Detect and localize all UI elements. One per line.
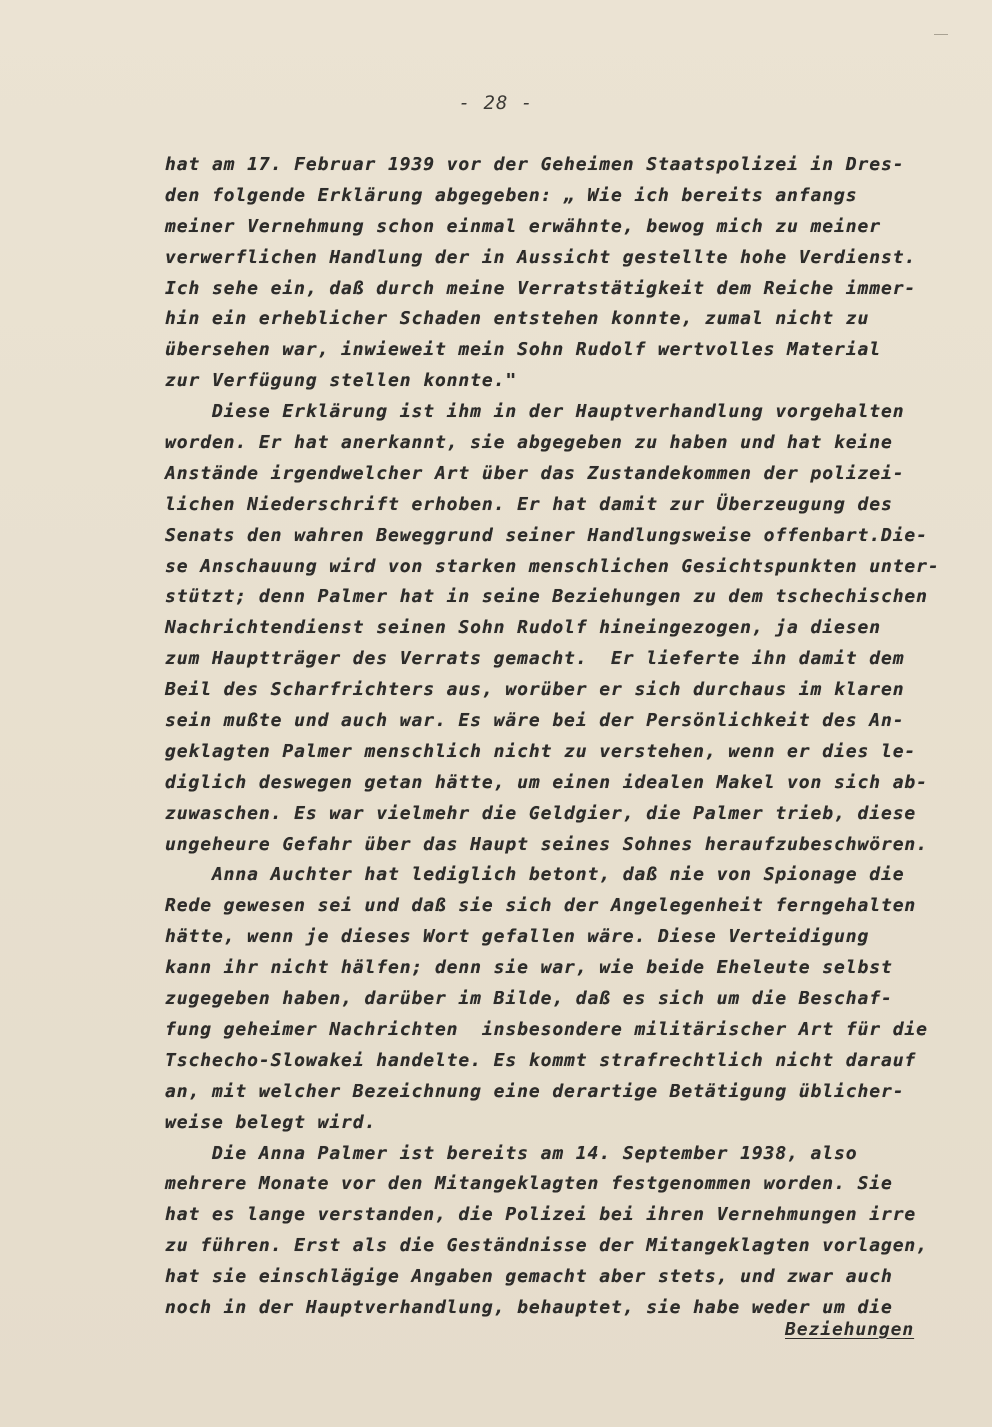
text-line: se Anschauung wird von starken menschlichen Gesichtspunkten unter- (165, 555, 940, 577)
text-line: Anstände irgendwelcher Art über das Zustandekommen der polizei- (165, 462, 905, 484)
text-line: Senats den wahren Beweggrund seiner Handlungsweise offenbart.Die- (165, 524, 928, 546)
text-line: Beil des Scharfrichters aus, worüber er sich durchaus im klaren (165, 679, 905, 701)
text-line: hat es lange verstanden, die Polizei bei ihren Vernehmungen irre (165, 1204, 917, 1226)
text-line: verwerflichen Handlung der in Aussicht gestellte hohe Verdienst. (165, 246, 917, 268)
corner-mark (934, 34, 948, 35)
text-line: kann ihr nicht hälfen; denn sie war, wie beide Eheleute selbst (165, 957, 893, 979)
text-line: hat am 17. Februar 1939 vor der Geheimen Staatspolizei in Dres- (165, 154, 905, 175)
text-line: übersehen war, inwieweit mein Sohn Rudolf wertvolles Material (165, 339, 881, 361)
text-line: Tschecho-Slowakei handelte. Es kommt strafrechtlich nicht darauf (165, 1049, 917, 1071)
body-text (165, 150, 985, 1324)
text-line: an, mit welcher Bezeichnung eine derartige Betätigung üblicher- (165, 1080, 905, 1102)
text-line: Anna Auchter hat lediglich betont, daß nie von Spionage die (165, 864, 905, 886)
text-line: hätte, wenn je dieses Wort gefallen wäre. Diese Verteidigung (165, 926, 870, 948)
text-line: weise belegt wird. (165, 1111, 377, 1133)
text-line: Ich sehe ein, daß durch meine Verratstätigkeit dem Reiche immer- (165, 277, 917, 299)
text-line: zuwaschen. Es war vielmehr die Geldgier, die Palmer trieb, diese (165, 802, 917, 824)
page-number: - 28 - (458, 92, 534, 114)
text-line: zur Verfügung stellen konnte." (165, 370, 518, 392)
text-line: zu führen. Erst als die Geständnisse der Mitangeklagten vorlagen, (165, 1235, 928, 1257)
text-line: den folgende Erklärung abgegeben: „ Wie ich bereits anfangs (165, 184, 858, 206)
text-line: sein mußte und auch war. Es wäre bei der Persönlichkeit des An- (165, 710, 905, 732)
text-line: Rede gewesen sei und daß sie sich der Angelegenheit ferngehalten (165, 895, 917, 917)
text-line: ungeheure Gefahr über das Haupt seines Sohnes heraufzubeschwören. (165, 833, 928, 855)
text-line: zum Hauptträger des Verrats gemacht. Er lieferte ihn damit dem (165, 648, 905, 670)
text-line: zugegeben haben, darüber im Bilde, daß es sich um die Beschaf- (165, 988, 893, 1010)
text-line: Diese Erklärung ist ihm in der Hauptverhandlung vorgehalten (165, 401, 905, 423)
text-line: Die Anna Palmer ist bereits am 14. September 1938, also (165, 1142, 858, 1164)
text-line: diglich deswegen getan hätte, um einen idealen Makel von sich ab- (165, 771, 928, 793)
text-line: worden. Er hat anerkannt, sie abgegeben zu haben und hat keine (165, 432, 893, 454)
text-line: hin ein erheblicher Schaden entstehen konnte, zumal nicht zu (165, 308, 870, 330)
text-line: lichen Niederschrift erhoben. Er hat damit zur Überzeugung des (165, 493, 893, 515)
text-line: fung geheimer Nachrichten insbesondere militärischer Art für die (165, 1018, 928, 1040)
text-line: geklagten Palmer menschlich nicht zu verstehen, wenn er dies le- (165, 740, 917, 762)
text-line: Nachrichtendienst seinen Sohn Rudolf hineingezogen, ja diesen (165, 617, 881, 639)
catchword: Beziehungen (785, 1319, 915, 1340)
text-line: stützt; denn Palmer hat in seine Beziehungen zu dem tschechischen (165, 586, 928, 608)
text-line: noch in der Hauptverhandlung, behauptet, sie habe weder um die (165, 1296, 893, 1318)
text-line: hat sie einschlägige Angaben gemacht aber stets, und zwar auch (165, 1266, 893, 1288)
text-line: meiner Vernehmung schon einmal erwähnte, bewog mich zu meiner (165, 215, 881, 237)
text-line: mehrere Monate vor den Mitangeklagten festgenommen worden. Sie (165, 1173, 893, 1195)
